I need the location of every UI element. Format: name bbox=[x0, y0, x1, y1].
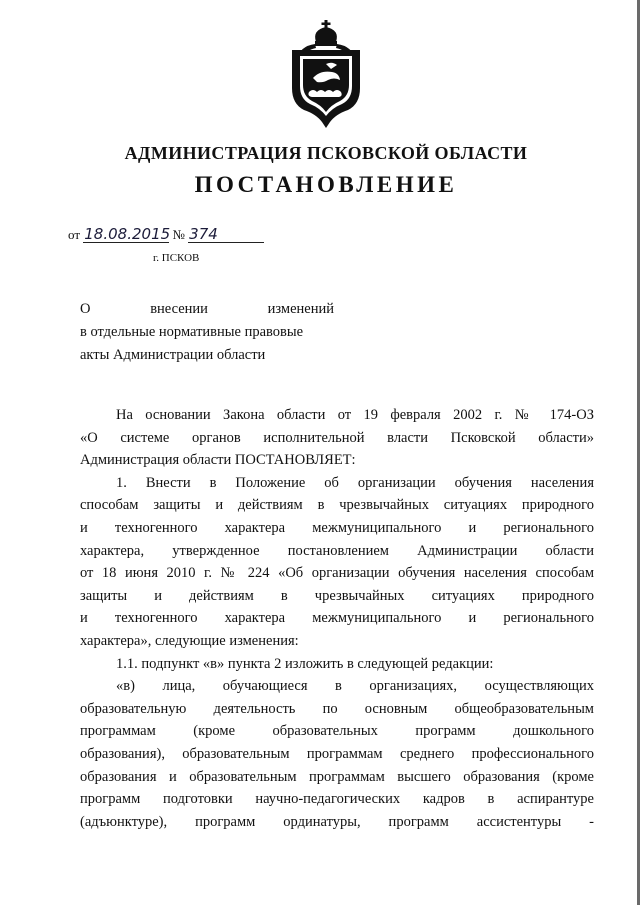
body-line: (адъюнктуре), программ ординатуры, программ ассистентуры - bbox=[80, 813, 594, 830]
body-line: 1. Внести в Положение об организации обучения населения bbox=[116, 474, 594, 491]
subject-word: изменений bbox=[267, 301, 334, 317]
document-body bbox=[80, 404, 594, 833]
body-line: от 18 июня 2010 г. № 224 «Об организации обучения населения способам bbox=[80, 565, 594, 582]
body-line: защиты и действиям в чрезвычайных ситуациях природного bbox=[80, 587, 594, 604]
body-line: способам защиты и действиям в чрезвычайных ситуациях природного bbox=[80, 497, 594, 514]
body-line: образования и образовательным программам высшего образования (кроме bbox=[80, 768, 594, 785]
body-line: 1.1. подпункт «в» пункта 2 изложить в следующей редакции: bbox=[116, 655, 494, 672]
body-line: «в) лица, обучающиеся в организациях, осуществляющих bbox=[116, 678, 594, 695]
organization-title: АДМИНИСТРАЦИЯ ПСКОВСКОЙ ОБЛАСТИ bbox=[124, 143, 528, 163]
handwritten-number: 374 bbox=[188, 226, 264, 243]
body-line: и техногенного характера межмуниципального и регионального bbox=[80, 519, 594, 536]
body-line: На основании Закона области от 19 февраля 2002 г. № 174-ОЗ bbox=[116, 407, 594, 423]
body-line: программам (кроме образовательных программ дошкольного bbox=[80, 723, 594, 740]
body-line: образовательную деятельность по основным общеобразовательным bbox=[80, 700, 594, 717]
body-line: характера», следующие изменения: bbox=[80, 632, 299, 649]
subject-line-1 bbox=[80, 298, 334, 321]
body-line: характера, утвержденное постановлением Администрации области bbox=[80, 542, 594, 559]
date-prefix: от bbox=[68, 227, 81, 242]
date-number-line bbox=[68, 226, 264, 243]
body-line: программ подготовки научно-педагогических кадров в аспирантуре bbox=[80, 791, 594, 808]
city-label: г. ПСКОВ bbox=[153, 252, 200, 264]
subject-line-3: акты Администрации области bbox=[80, 347, 266, 363]
handwritten-date: 18.08.2015 bbox=[84, 225, 171, 243]
subject-word: О bbox=[80, 301, 91, 317]
body-line: образования), образовательным программам среднего профессионального bbox=[80, 745, 594, 762]
coat-of-arms-emblem bbox=[282, 20, 370, 132]
number-prefix: № bbox=[172, 227, 185, 242]
subject-line-2: в отдельные нормативные правовые bbox=[80, 324, 304, 340]
document-subject bbox=[80, 298, 334, 367]
body-line: и техногенного характера межмуниципального и регионального bbox=[80, 610, 594, 627]
body-line: «О системе органов исполнительной власти Псковской области» bbox=[80, 429, 594, 446]
subject-word: внесении bbox=[150, 301, 208, 317]
document-type-title: ПОСТАНОВЛЕНИЕ bbox=[194, 172, 458, 197]
body-line: Администрация области ПОСТАНОВЛЯЕТ: bbox=[80, 452, 356, 469]
